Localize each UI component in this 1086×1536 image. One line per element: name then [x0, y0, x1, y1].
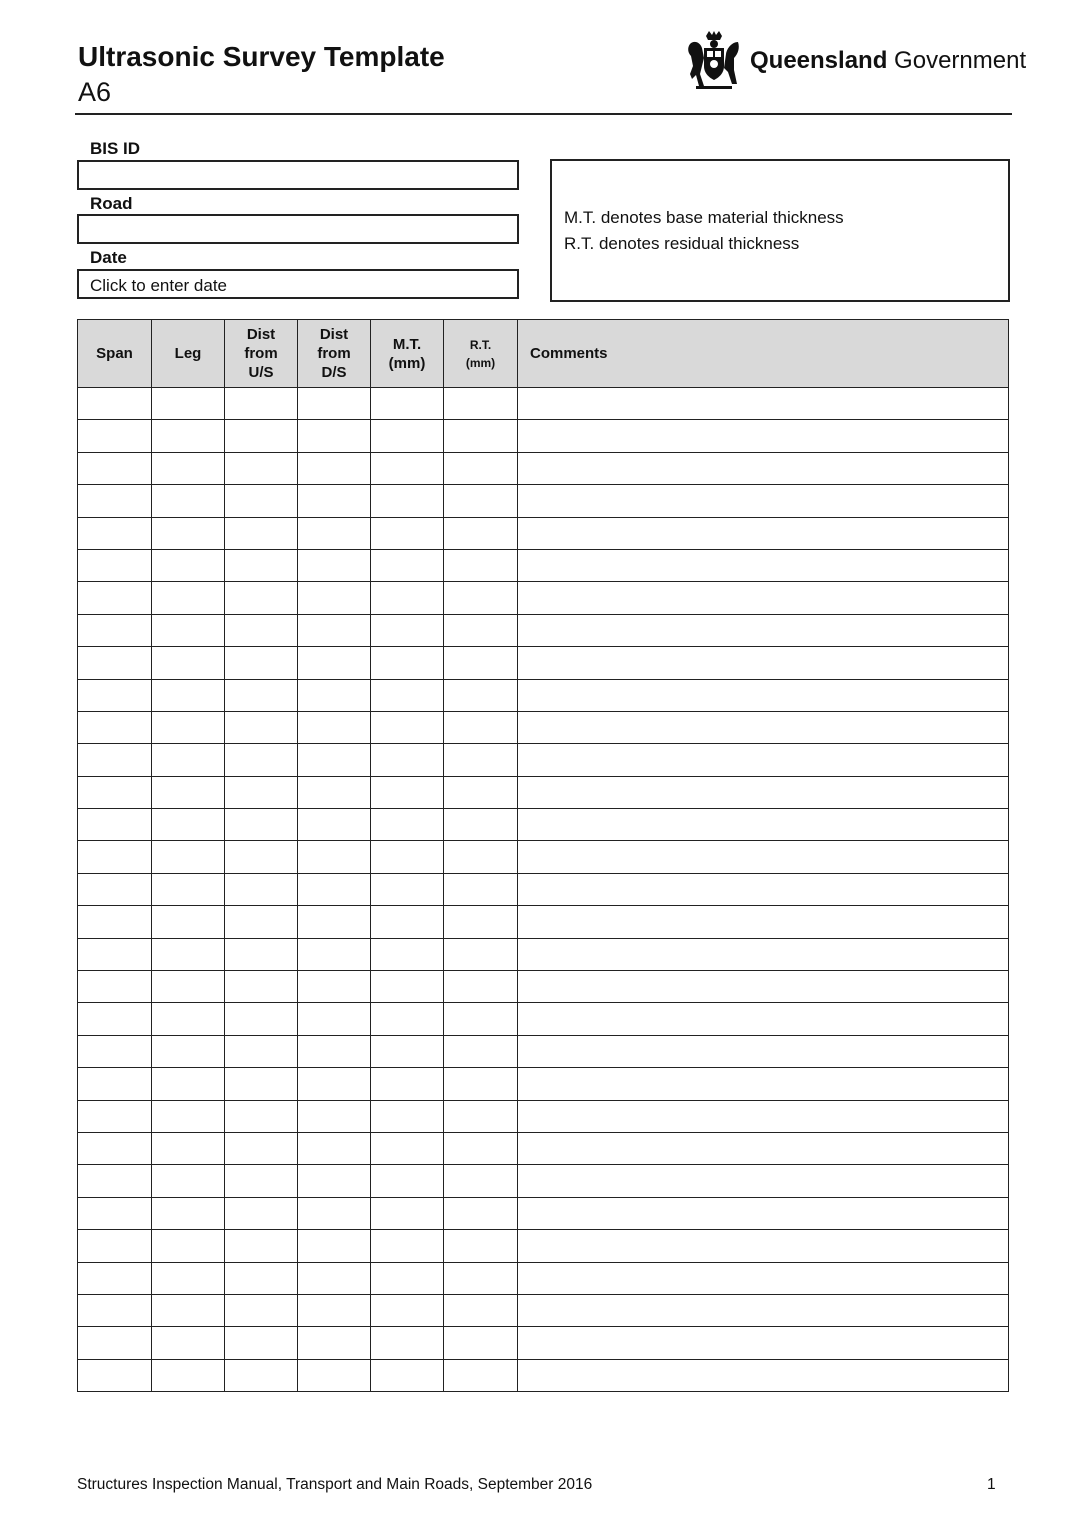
- cell-leg[interactable]: [152, 1100, 225, 1132]
- cell-dist-ds[interactable]: [298, 1132, 371, 1164]
- cell-span[interactable]: [78, 582, 152, 614]
- table-row: [78, 809, 1009, 841]
- cell-dist-us[interactable]: [225, 1068, 298, 1100]
- cell-rt[interactable]: [444, 1100, 518, 1132]
- cell-span[interactable]: [78, 1359, 152, 1391]
- cell-mt[interactable]: [371, 549, 444, 581]
- bis-id-field[interactable]: [77, 160, 519, 190]
- cell-dist-ds[interactable]: [298, 517, 371, 549]
- cell-comments[interactable]: [518, 517, 1009, 549]
- cell-dist-us[interactable]: [225, 549, 298, 581]
- document-subtitle: A6: [78, 77, 112, 107]
- table-row: [78, 1230, 1009, 1262]
- note-mt: M.T. denotes base material thickness: [564, 208, 844, 227]
- cell-dist-ds[interactable]: [298, 1003, 371, 1035]
- cell-mt[interactable]: [371, 1327, 444, 1359]
- cell-mt[interactable]: [371, 1003, 444, 1035]
- cell-rt[interactable]: [444, 1132, 518, 1164]
- cell-dist-ds[interactable]: [298, 1262, 371, 1294]
- cell-span[interactable]: [78, 873, 152, 905]
- cell-leg[interactable]: [152, 776, 225, 808]
- cell-dist-us[interactable]: [225, 1100, 298, 1132]
- cell-dist-us[interactable]: [225, 582, 298, 614]
- cell-dist-ds[interactable]: [298, 841, 371, 873]
- table-row: [78, 1100, 1009, 1132]
- cell-dist-ds[interactable]: [298, 485, 371, 517]
- cell-dist-us[interactable]: [225, 614, 298, 646]
- cell-dist-ds[interactable]: [298, 679, 371, 711]
- cell-mt[interactable]: [371, 938, 444, 970]
- cell-span[interactable]: [78, 420, 152, 452]
- cell-rt[interactable]: [444, 841, 518, 873]
- cell-leg[interactable]: [152, 841, 225, 873]
- cell-mt[interactable]: [371, 1165, 444, 1197]
- table-row: [78, 1359, 1009, 1391]
- col-span-label: Span: [96, 345, 133, 362]
- cell-rt[interactable]: [444, 679, 518, 711]
- col-rt: [444, 320, 518, 388]
- table-row: [78, 776, 1009, 808]
- cell-leg[interactable]: [152, 549, 225, 581]
- cell-leg[interactable]: [152, 388, 225, 420]
- cell-dist-us[interactable]: [225, 1197, 298, 1229]
- cell-span[interactable]: [78, 1262, 152, 1294]
- cell-leg[interactable]: [152, 1035, 225, 1067]
- cell-rt[interactable]: [444, 1262, 518, 1294]
- cell-span[interactable]: [78, 1003, 152, 1035]
- notes-box: [550, 159, 1010, 302]
- cell-rt[interactable]: [444, 1327, 518, 1359]
- col-dist-ds-line1: Dist: [319, 326, 349, 343]
- cell-dist-us[interactable]: [225, 906, 298, 938]
- cell-dist-ds[interactable]: [298, 1230, 371, 1262]
- cell-span[interactable]: [78, 1068, 152, 1100]
- cell-mt[interactable]: [371, 647, 444, 679]
- cell-leg[interactable]: [152, 485, 225, 517]
- cell-mt[interactable]: [371, 841, 444, 873]
- table-row: [78, 420, 1009, 452]
- cell-comments[interactable]: [518, 711, 1009, 743]
- cell-rt[interactable]: [444, 1003, 518, 1035]
- cell-dist-us[interactable]: [225, 1165, 298, 1197]
- cell-dist-us[interactable]: [225, 388, 298, 420]
- cell-span[interactable]: [78, 1327, 152, 1359]
- cell-dist-ds[interactable]: [298, 711, 371, 743]
- cell-span[interactable]: [78, 971, 152, 1003]
- cell-mt[interactable]: [371, 971, 444, 1003]
- cell-mt[interactable]: [371, 1359, 444, 1391]
- cell-comments[interactable]: [518, 647, 1009, 679]
- table-row: [78, 1003, 1009, 1035]
- cell-comments[interactable]: [518, 582, 1009, 614]
- cell-mt[interactable]: [371, 1132, 444, 1164]
- cell-dist-us[interactable]: [225, 744, 298, 776]
- cell-rt[interactable]: [444, 776, 518, 808]
- table-row: [78, 711, 1009, 743]
- cell-leg[interactable]: [152, 1132, 225, 1164]
- cell-span[interactable]: [78, 776, 152, 808]
- cell-leg[interactable]: [152, 1165, 225, 1197]
- cell-span[interactable]: [78, 744, 152, 776]
- cell-comments[interactable]: [518, 1294, 1009, 1326]
- cell-rt[interactable]: [444, 452, 518, 484]
- brand-word-government: Government: [894, 47, 1027, 74]
- table-row: [78, 971, 1009, 1003]
- cell-span[interactable]: [78, 388, 152, 420]
- cell-dist-us[interactable]: [225, 938, 298, 970]
- cell-mt[interactable]: [371, 517, 444, 549]
- table-row: [78, 647, 1009, 679]
- cell-comments[interactable]: [518, 549, 1009, 581]
- cell-rt[interactable]: [444, 647, 518, 679]
- cell-comments[interactable]: [518, 1003, 1009, 1035]
- cell-dist-us[interactable]: [225, 873, 298, 905]
- cell-mt[interactable]: [371, 1197, 444, 1229]
- cell-rt[interactable]: [444, 971, 518, 1003]
- date-field[interactable]: [77, 269, 519, 299]
- table-row: [78, 1262, 1009, 1294]
- col-leg-label: Leg: [174, 345, 202, 362]
- cell-leg[interactable]: [152, 517, 225, 549]
- cell-leg[interactable]: [152, 971, 225, 1003]
- cell-comments[interactable]: [518, 809, 1009, 841]
- document-title: Ultrasonic Survey Template: [78, 41, 445, 72]
- cell-dist-us[interactable]: [225, 711, 298, 743]
- cell-comments[interactable]: [518, 452, 1009, 484]
- cell-span[interactable]: [78, 485, 152, 517]
- cell-rt[interactable]: [444, 1294, 518, 1326]
- col-dist-us-line1: Dist: [246, 326, 276, 343]
- table-row: [78, 485, 1009, 517]
- col-rt-line2: (mm): [465, 355, 496, 370]
- cell-comments[interactable]: [518, 906, 1009, 938]
- cell-comments[interactable]: [518, 1262, 1009, 1294]
- cell-leg[interactable]: [152, 873, 225, 905]
- col-dist-us: [225, 320, 298, 388]
- survey-table-body: [78, 388, 1009, 1392]
- cell-span[interactable]: [78, 1132, 152, 1164]
- col-mt-line1: M.T.: [392, 335, 422, 353]
- col-dist-ds: [298, 320, 371, 388]
- table-row: [78, 452, 1009, 484]
- cell-dist-us[interactable]: [225, 1230, 298, 1262]
- cell-comments[interactable]: [518, 1132, 1009, 1164]
- table-row: [78, 1165, 1009, 1197]
- cell-leg[interactable]: [152, 1230, 225, 1262]
- cell-rt[interactable]: [444, 582, 518, 614]
- cell-span[interactable]: [78, 549, 152, 581]
- queensland-government-logo: [686, 30, 1026, 92]
- cell-dist-ds[interactable]: [298, 388, 371, 420]
- cell-span[interactable]: [78, 1165, 152, 1197]
- cell-rt[interactable]: [444, 1359, 518, 1391]
- cell-leg[interactable]: [152, 809, 225, 841]
- cell-dist-ds[interactable]: [298, 1035, 371, 1067]
- cell-comments[interactable]: [518, 1359, 1009, 1391]
- cell-dist-ds[interactable]: [298, 647, 371, 679]
- cell-mt[interactable]: [371, 1262, 444, 1294]
- cell-leg[interactable]: [152, 1003, 225, 1035]
- cell-comments[interactable]: [518, 420, 1009, 452]
- cell-comments[interactable]: [518, 1100, 1009, 1132]
- col-span: [78, 320, 152, 388]
- cell-span[interactable]: [78, 711, 152, 743]
- cell-rt[interactable]: [444, 1068, 518, 1100]
- cell-span[interactable]: [78, 647, 152, 679]
- cell-dist-ds[interactable]: [298, 873, 371, 905]
- cell-dist-us[interactable]: [225, 647, 298, 679]
- footer-text: Structures Inspection Manual, Transport and Main Roads, September 2016: [77, 1476, 593, 1493]
- cell-rt[interactable]: [444, 388, 518, 420]
- cell-mt[interactable]: [371, 809, 444, 841]
- cell-span[interactable]: [78, 841, 152, 873]
- cell-leg[interactable]: [152, 1262, 225, 1294]
- cell-comments[interactable]: [518, 1230, 1009, 1262]
- cell-rt[interactable]: [444, 420, 518, 452]
- cell-rt[interactable]: [444, 1197, 518, 1229]
- table-row: [78, 614, 1009, 646]
- cell-dist-us[interactable]: [225, 1003, 298, 1035]
- table-row: [78, 744, 1009, 776]
- cell-leg[interactable]: [152, 1359, 225, 1391]
- cell-comments[interactable]: [518, 1165, 1009, 1197]
- cell-dist-ds[interactable]: [298, 776, 371, 808]
- cell-mt[interactable]: [371, 1100, 444, 1132]
- cell-dist-us[interactable]: [225, 517, 298, 549]
- cell-dist-us[interactable]: [225, 841, 298, 873]
- road-label: Road: [90, 194, 133, 213]
- cell-mt[interactable]: [371, 388, 444, 420]
- cell-dist-ds[interactable]: [298, 582, 371, 614]
- table-row: [78, 1132, 1009, 1164]
- cell-leg[interactable]: [152, 647, 225, 679]
- cell-span[interactable]: [78, 452, 152, 484]
- cell-rt[interactable]: [444, 711, 518, 743]
- cell-comments[interactable]: [518, 776, 1009, 808]
- cell-mt[interactable]: [371, 1068, 444, 1100]
- table-row: [78, 1294, 1009, 1326]
- cell-leg[interactable]: [152, 711, 225, 743]
- cell-comments[interactable]: [518, 1035, 1009, 1067]
- cell-span[interactable]: [78, 1230, 152, 1262]
- cell-mt[interactable]: [371, 1035, 444, 1067]
- table-row: [78, 1068, 1009, 1100]
- page-number: 1: [987, 1476, 996, 1493]
- cell-mt[interactable]: [371, 420, 444, 452]
- cell-rt[interactable]: [444, 906, 518, 938]
- cell-comments[interactable]: [518, 841, 1009, 873]
- cell-dist-us[interactable]: [225, 971, 298, 1003]
- cell-rt[interactable]: [444, 517, 518, 549]
- bis-id-label: BIS ID: [90, 139, 141, 158]
- cell-leg[interactable]: [152, 452, 225, 484]
- cell-comments[interactable]: [518, 1068, 1009, 1100]
- cell-rt[interactable]: [444, 549, 518, 581]
- cell-dist-ds[interactable]: [298, 906, 371, 938]
- cell-comments[interactable]: [518, 679, 1009, 711]
- cell-dist-ds[interactable]: [298, 1359, 371, 1391]
- cell-span[interactable]: [78, 1100, 152, 1132]
- note-rt: R.T. denotes residual thickness: [564, 234, 800, 253]
- cell-dist-us[interactable]: [225, 1327, 298, 1359]
- cell-dist-us[interactable]: [225, 776, 298, 808]
- header-divider: [75, 113, 1012, 115]
- cell-dist-ds[interactable]: [298, 1294, 371, 1326]
- cell-dist-ds[interactable]: [298, 971, 371, 1003]
- cell-rt[interactable]: [444, 485, 518, 517]
- date-placeholder: Click to enter date: [90, 276, 228, 295]
- cell-leg[interactable]: [152, 1068, 225, 1100]
- cell-dist-us[interactable]: [225, 1035, 298, 1067]
- cell-span[interactable]: [78, 906, 152, 938]
- cell-dist-ds[interactable]: [298, 1197, 371, 1229]
- table-row: [78, 938, 1009, 970]
- cell-dist-us[interactable]: [225, 1262, 298, 1294]
- cell-dist-us[interactable]: [225, 1132, 298, 1164]
- cell-dist-ds[interactable]: [298, 1327, 371, 1359]
- cell-dist-ds[interactable]: [298, 614, 371, 646]
- table-row: [78, 906, 1009, 938]
- cell-leg[interactable]: [152, 1294, 225, 1326]
- cell-rt[interactable]: [444, 1230, 518, 1262]
- table-header-row: [78, 320, 1009, 388]
- brand-wordmark: [750, 46, 1026, 76]
- table-row: [78, 841, 1009, 873]
- cell-span[interactable]: [78, 809, 152, 841]
- cell-mt[interactable]: [371, 614, 444, 646]
- road-field[interactable]: [77, 214, 519, 244]
- cell-span[interactable]: [78, 1197, 152, 1229]
- cell-leg[interactable]: [152, 614, 225, 646]
- col-rt-line1: R.T.: [469, 337, 492, 352]
- cell-rt[interactable]: [444, 614, 518, 646]
- col-mt-line2: (mm): [388, 354, 426, 372]
- table-row: [78, 1327, 1009, 1359]
- table-row: [78, 549, 1009, 581]
- cell-rt[interactable]: [444, 1035, 518, 1067]
- cell-mt[interactable]: [371, 452, 444, 484]
- cell-dist-ds[interactable]: [298, 1165, 371, 1197]
- cell-comments[interactable]: [518, 485, 1009, 517]
- cell-mt[interactable]: [371, 711, 444, 743]
- cell-span[interactable]: [78, 1035, 152, 1067]
- cell-leg[interactable]: [152, 679, 225, 711]
- cell-mt[interactable]: [371, 1294, 444, 1326]
- cell-dist-ds[interactable]: [298, 809, 371, 841]
- cell-mt[interactable]: [371, 906, 444, 938]
- cell-dist-ds[interactable]: [298, 1100, 371, 1132]
- cell-comments[interactable]: [518, 938, 1009, 970]
- table-row: [78, 1035, 1009, 1067]
- table-row: [78, 388, 1009, 420]
- cell-dist-us[interactable]: [225, 809, 298, 841]
- cell-mt[interactable]: [371, 744, 444, 776]
- cell-leg[interactable]: [152, 906, 225, 938]
- cell-span[interactable]: [78, 1294, 152, 1326]
- table-row: [78, 517, 1009, 549]
- cell-mt[interactable]: [371, 873, 444, 905]
- col-comments: [518, 320, 1009, 388]
- brand-word-queensland: Queensland: [750, 47, 888, 74]
- cell-comments[interactable]: [518, 1197, 1009, 1229]
- cell-leg[interactable]: [152, 938, 225, 970]
- cell-span[interactable]: [78, 614, 152, 646]
- cell-span[interactable]: [78, 938, 152, 970]
- coat-of-arms-icon: [686, 30, 742, 92]
- cell-rt[interactable]: [444, 809, 518, 841]
- cell-span[interactable]: [78, 679, 152, 711]
- table-row: [78, 873, 1009, 905]
- cell-leg[interactable]: [152, 744, 225, 776]
- cell-comments[interactable]: [518, 614, 1009, 646]
- cell-dist-ds[interactable]: [298, 452, 371, 484]
- cell-rt[interactable]: [444, 873, 518, 905]
- col-mt: [371, 320, 444, 388]
- cell-leg[interactable]: [152, 420, 225, 452]
- cell-dist-us[interactable]: [225, 452, 298, 484]
- cell-mt[interactable]: [371, 582, 444, 614]
- cell-leg[interactable]: [152, 1327, 225, 1359]
- cell-comments[interactable]: [518, 1327, 1009, 1359]
- cell-dist-ds[interactable]: [298, 420, 371, 452]
- cell-comments[interactable]: [518, 388, 1009, 420]
- col-dist-us-line2: from: [244, 345, 278, 362]
- cell-rt[interactable]: [444, 744, 518, 776]
- cell-dist-us[interactable]: [225, 485, 298, 517]
- cell-mt[interactable]: [371, 679, 444, 711]
- cell-dist-ds[interactable]: [298, 744, 371, 776]
- cell-dist-us[interactable]: [225, 420, 298, 452]
- survey-table: [77, 319, 1009, 1392]
- cell-leg[interactable]: [152, 1197, 225, 1229]
- cell-dist-us[interactable]: [225, 1294, 298, 1326]
- col-dist-us-line3: U/S: [248, 364, 274, 381]
- cell-mt[interactable]: [371, 1230, 444, 1262]
- cell-dist-ds[interactable]: [298, 549, 371, 581]
- cell-rt[interactable]: [444, 1165, 518, 1197]
- cell-dist-ds[interactable]: [298, 938, 371, 970]
- cell-dist-us[interactable]: [225, 679, 298, 711]
- table-row: [78, 582, 1009, 614]
- cell-mt[interactable]: [371, 776, 444, 808]
- date-label: Date: [90, 248, 127, 267]
- cell-comments[interactable]: [518, 744, 1009, 776]
- col-leg: [152, 320, 225, 388]
- cell-dist-ds[interactable]: [298, 1068, 371, 1100]
- cell-dist-us[interactable]: [225, 1359, 298, 1391]
- cell-mt[interactable]: [371, 485, 444, 517]
- cell-comments[interactable]: [518, 971, 1009, 1003]
- cell-comments[interactable]: [518, 873, 1009, 905]
- col-dist-ds-line2: from: [317, 345, 351, 362]
- col-dist-ds-line3: D/S: [321, 364, 347, 381]
- table-row: [78, 1197, 1009, 1229]
- cell-leg[interactable]: [152, 582, 225, 614]
- cell-rt[interactable]: [444, 938, 518, 970]
- cell-span[interactable]: [78, 517, 152, 549]
- col-comments-label: Comments: [530, 345, 608, 362]
- table-row: [78, 679, 1009, 711]
